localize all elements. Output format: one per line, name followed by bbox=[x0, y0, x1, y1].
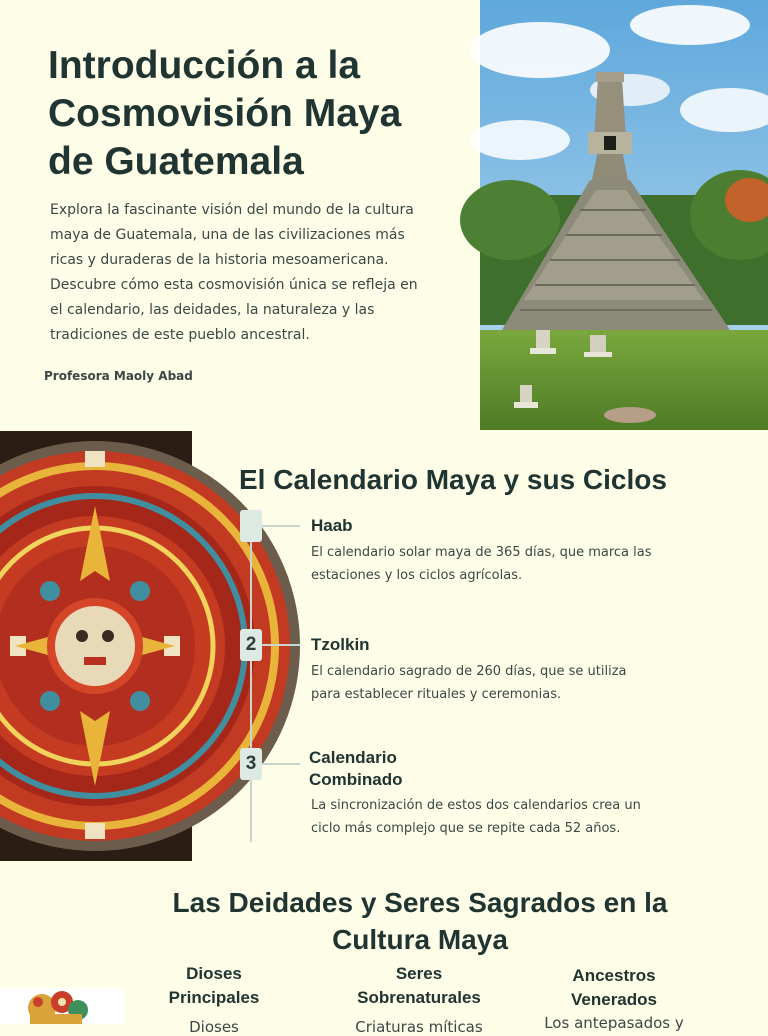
step-title-combinado bbox=[309, 747, 403, 791]
page-title bbox=[48, 42, 458, 186]
step-badge-2: 2 bbox=[240, 629, 262, 661]
mayan-calendar-stone bbox=[0, 431, 192, 861]
step-badge-1 bbox=[240, 510, 262, 542]
glyph-illustration bbox=[0, 988, 124, 1024]
temple-photo bbox=[480, 0, 768, 430]
column-head-ancestros bbox=[540, 964, 688, 1012]
column-head-line: Seres bbox=[395, 964, 443, 983]
timeline-line bbox=[250, 512, 252, 842]
deities-title-line: Cultura Maya bbox=[332, 924, 508, 955]
title-line: Introducción a la bbox=[48, 44, 361, 87]
deities-title-line: Las Deidades y Seres Sagrados en la bbox=[172, 887, 668, 918]
column-head-line: Dioses bbox=[186, 964, 242, 983]
temple-illustration bbox=[480, 0, 768, 430]
column-head-line: Ancestros bbox=[572, 966, 656, 985]
column-text-dioses: Dioses bbox=[189, 1018, 239, 1036]
column-text-seres: Criaturas míticas bbox=[355, 1018, 483, 1036]
title-line: Cosmovisión Maya bbox=[48, 92, 402, 135]
step-title-tzolkin: Tzolkin bbox=[311, 635, 370, 654]
author-name: Profesora Maoly Abad bbox=[44, 369, 193, 383]
mayan-glyph bbox=[0, 988, 124, 1024]
column-head-line: Venerados bbox=[571, 990, 657, 1009]
step-title-line: Calendario bbox=[309, 748, 397, 767]
title-line: de Guatemala bbox=[48, 140, 304, 183]
step-desc-combinado: La sincronización de estos dos calendarios crea un ciclo más complejo que se repite cada 52 años. bbox=[311, 798, 641, 836]
step-connector-3 bbox=[262, 763, 300, 765]
column-text-ancestros: Los antepasados y bbox=[544, 1014, 684, 1032]
step-badge-3: 3 bbox=[240, 748, 262, 780]
column-head-line: Principales bbox=[168, 988, 260, 1007]
calendar-section-title: El Calendario Maya y sus Ciclos bbox=[239, 464, 667, 495]
step-connector-1 bbox=[262, 525, 300, 527]
column-head-dioses bbox=[144, 962, 284, 1010]
intro-description: Explora la fascinante visión del mundo de la cultura maya de Guatemala, una de las civilizaciones más ricas y duraderas de la historia mesoamericana. Descubre cómo esta cosmovisión única se refleja en el calendario, las deidades, la naturaleza y las tradiciones de este pueblo ancestral. bbox=[50, 202, 418, 343]
step-title-line: Combinado bbox=[309, 770, 403, 789]
step-desc-haab: El calendario solar maya de 365 días, que marca las estaciones y los ciclos agrícolas. bbox=[311, 545, 652, 583]
step-connector-2 bbox=[262, 644, 300, 646]
deities-section-title bbox=[150, 884, 690, 958]
step-desc-tzolkin: El calendario sagrado de 260 días, que se utiliza para establecer rituales y ceremonias. bbox=[311, 664, 627, 702]
calendar-stone-illustration bbox=[0, 431, 192, 861]
step-title-haab: Haab bbox=[311, 516, 353, 535]
column-head-line: Sobrenaturales bbox=[357, 988, 481, 1007]
column-head-seres bbox=[334, 962, 504, 1010]
